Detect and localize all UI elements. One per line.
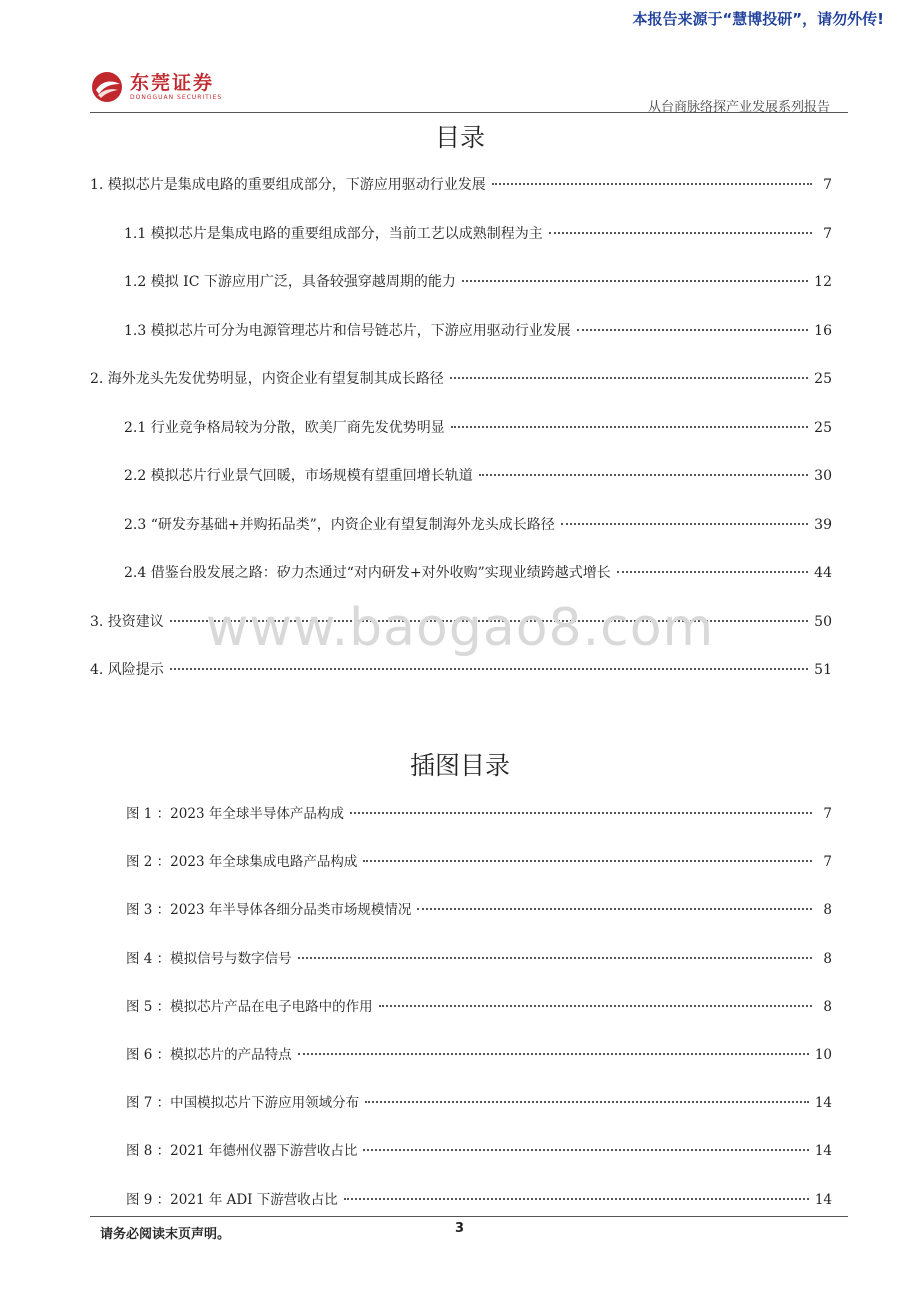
toc-entry-label: 1. 模拟芯片是集成电路的重要组成部分，下游应用驱动行业发展 [90, 177, 486, 193]
toc-entry[interactable] [90, 368, 832, 417]
dot-leader [549, 232, 812, 234]
toc-entry-page: 44 [814, 565, 832, 581]
dot-leader [350, 812, 812, 814]
figure-entry-label: 图 1 ：2023 年全球半导体产品构成 [126, 806, 344, 822]
watermark: www.baogao8.com [205, 598, 715, 658]
toc-entry[interactable] [90, 659, 832, 708]
toc-entry[interactable] [90, 320, 832, 369]
toc-entry-page: 39 [814, 516, 832, 533]
figure-entry[interactable] [90, 1139, 832, 1187]
figure-entry[interactable] [90, 898, 832, 946]
toc-entry-label: 1.1 模拟芯片是集成电路的重要组成部分，当前工艺以成熟制程为主 [124, 225, 543, 242]
figure-entry-page: 14 [814, 1095, 832, 1112]
dot-leader [417, 908, 812, 910]
toc-entry-page: 7 [823, 177, 832, 193]
figure-entry[interactable] [90, 947, 832, 995]
toc-entry[interactable] [90, 465, 832, 514]
toc-entry-page: 7 [823, 225, 832, 242]
figure-entry-page: 7 [823, 854, 832, 871]
figure-entry-label: 图 5 ：模拟芯片产品在电子电路中的作用 [126, 998, 373, 1015]
disclaimer-note: 请务必阅读末页声明。 [100, 1227, 231, 1242]
toc-entry-label: 1.3 模拟芯片可分为电源管理芯片和信号链芯片，下游应用驱动行业发展 [124, 322, 571, 339]
toc-entry-label: 3. 投资建议 [90, 613, 164, 630]
toc-entry[interactable] [90, 174, 832, 223]
dot-leader [365, 1101, 809, 1103]
dot-leader [298, 957, 812, 959]
page-number: 3 [455, 1221, 465, 1236]
figure-entry[interactable] [90, 1043, 832, 1091]
figure-list-title: 插图目录 [409, 751, 510, 780]
footer-divider [90, 1216, 848, 1217]
figure-entry-page: 14 [814, 1143, 832, 1160]
toc-entry[interactable] [90, 223, 832, 272]
toc-entry-page: 51 [814, 662, 832, 678]
toc-entry-label: 2. 海外龙头先发优势明显，内资企业有望复制其成长路径 [90, 371, 444, 387]
logo-emblem-icon [90, 70, 124, 104]
dot-leader [451, 426, 808, 428]
toc-entry[interactable] [90, 417, 832, 466]
company-logo [90, 70, 222, 104]
figure-entry-page: 14 [814, 1191, 832, 1208]
toc-entry-label: 1.2 模拟 IC 下游应用广泛，具备较强穿越周期的能力 [124, 274, 456, 290]
toc-entry-page: 16 [814, 322, 832, 339]
dot-leader [462, 280, 808, 282]
dot-leader [617, 571, 808, 573]
figure-entry-label: 图 8 ：2021 年德州仪器下游营收占比 [126, 1143, 358, 1160]
figure-entry-label: 图 2 ：2023 年全球集成电路产品构成 [126, 854, 358, 871]
dot-leader [379, 1005, 812, 1007]
figure-entry-page: 8 [823, 902, 832, 919]
dot-leader [363, 1149, 808, 1151]
dot-leader [492, 183, 812, 185]
dot-leader [577, 329, 808, 331]
toc-entry[interactable] [90, 271, 832, 320]
figure-entry-page: 10 [814, 1046, 832, 1063]
figure-entry-label: 图 7 ：中国模拟芯片下游应用领域分布 [126, 1095, 360, 1112]
toc-entry-label: 4. 风险提示 [90, 662, 164, 678]
toc-entry-page: 25 [814, 371, 832, 387]
dot-leader [561, 523, 808, 525]
header-divider [90, 112, 848, 113]
report-series-title: 从台商脉络探产业发展系列报告 [647, 100, 830, 115]
dot-leader [170, 620, 808, 622]
toc-entry[interactable] [90, 611, 832, 660]
figure-list [90, 802, 832, 1236]
figure-entry[interactable] [90, 1091, 832, 1139]
figure-entry-page: 8 [823, 950, 832, 967]
toc-entry-page: 50 [814, 613, 832, 630]
logo-name-cn: 东莞证券 [130, 72, 215, 94]
figure-entry[interactable] [90, 850, 832, 898]
toc-entry-label: 2.3 “研发夯基础+并购拓品类”，内资企业有望复制海外龙头成长路径 [124, 516, 555, 533]
figure-entry[interactable] [90, 802, 832, 850]
dot-leader [344, 1198, 809, 1200]
figure-entry-label: 图 3 ：2023 年半导体各细分品类市场规模情况 [126, 902, 412, 919]
toc-entry-label: 2.2 模拟芯片行业景气回暖，市场规模有望重回增长轨道 [124, 468, 473, 484]
figure-entry-label: 图 6 ：模拟芯片的产品特点 [126, 1046, 292, 1063]
figure-entry[interactable] [90, 995, 832, 1043]
toc-entry-page: 30 [814, 468, 832, 484]
toc-entry-page: 25 [814, 419, 832, 436]
figure-entry-page: 7 [823, 806, 832, 822]
dot-leader [298, 1053, 809, 1055]
dot-leader [363, 860, 812, 862]
dot-leader [450, 377, 808, 379]
toc-entry-label: 2.1 行业竞争格局较为分散，欧美厂商先发优势明显 [124, 419, 445, 436]
figure-entry-label: 图 9 ：2021 年 ADI 下游营收占比 [126, 1191, 338, 1208]
toc-list [90, 174, 832, 708]
toc-entry[interactable] [90, 562, 832, 611]
logo-name-en: DONGGUAN SECURITIES [130, 94, 223, 101]
dot-leader [170, 668, 808, 670]
dot-leader [479, 474, 808, 476]
figure-entry-page: 8 [823, 998, 832, 1015]
source-notice: 本报告来源于“慧博投研”，请勿外传! [632, 10, 884, 28]
toc-entry-label: 2.4 借鉴台股发展之路：矽力杰通过“对内研发+对外收购”实现业绩跨越式增长 [124, 565, 611, 581]
toc-entry-page: 12 [814, 274, 832, 290]
toc-title: 目录 [434, 123, 485, 152]
toc-entry[interactable] [90, 514, 832, 563]
figure-entry-label: 图 4 ：模拟信号与数字信号 [126, 950, 292, 967]
